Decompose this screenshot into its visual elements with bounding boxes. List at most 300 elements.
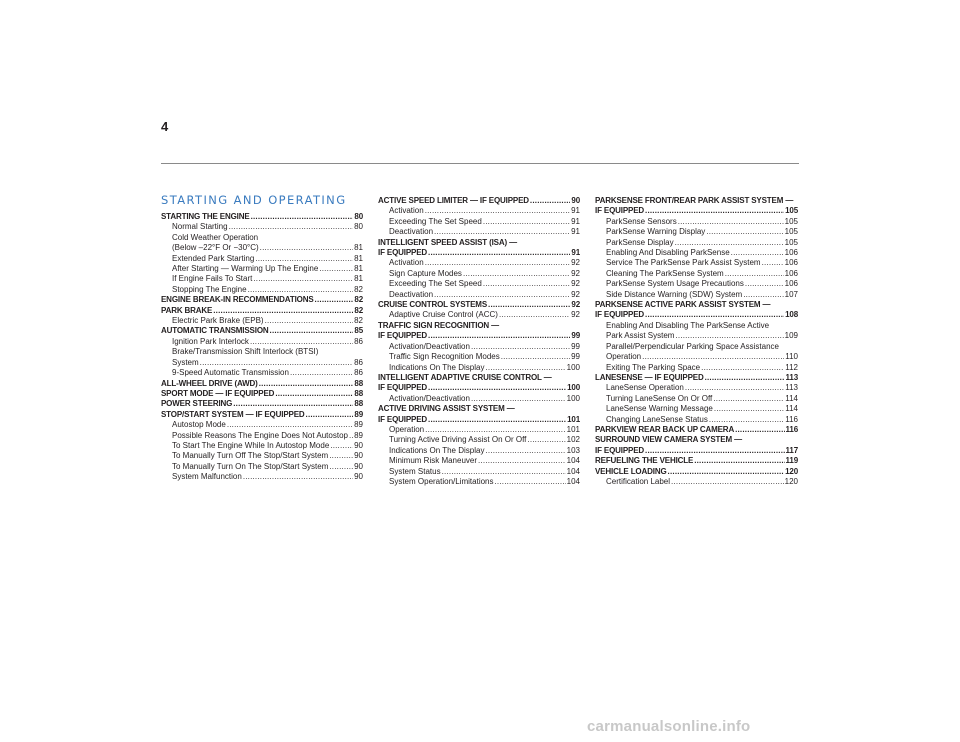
toc-dot-leader <box>253 274 353 284</box>
toc-dot-leader <box>428 248 570 258</box>
toc-dot-leader <box>471 342 570 352</box>
toc-dot-leader <box>349 431 353 441</box>
toc-dot-leader <box>270 326 354 336</box>
toc-entry-title: Adaptive Cruise Control (ACC) <box>389 310 498 320</box>
toc-page-number: 81 <box>354 274 363 284</box>
toc-entry-title: ParkSense System Usage Precautions <box>606 279 744 289</box>
toc-subentry[interactable] <box>595 363 798 373</box>
toc-column-1 <box>161 212 363 483</box>
toc-page-number: 91 <box>571 216 580 226</box>
toc-subentry[interactable] <box>595 415 798 425</box>
toc-entry-title: CRUISE CONTROL SYSTEMS <box>378 300 488 310</box>
toc-subentry[interactable] <box>378 258 580 268</box>
toc-page-number: 99 <box>571 341 580 351</box>
toc-dot-leader <box>471 394 566 404</box>
toc-entry-title: Activation/Deactivation <box>389 393 470 403</box>
toc-page-number: 99 <box>571 352 580 362</box>
toc-page-number: 107 <box>784 289 798 299</box>
toc-heading-line: TRAFFIC SIGN RECOGNITION — <box>378 320 499 330</box>
toc-entry-title: STARTING THE ENGINE <box>161 212 250 221</box>
toc-dot-leader <box>227 420 353 430</box>
toc-subentry[interactable] <box>161 431 363 441</box>
toc-dot-leader <box>743 290 783 300</box>
toc-entry-title: PARKVIEW REAR BACK UP CAMERA <box>595 424 735 434</box>
toc-dot-leader <box>701 363 784 373</box>
toc-page-number: 90 <box>354 440 363 450</box>
toc-dot-leader <box>485 446 565 456</box>
toc-page-number: 82 <box>354 305 363 315</box>
toc-page-number: 108 <box>785 310 798 320</box>
toc-column-2 <box>378 196 580 487</box>
toc-entry-title: IF EQUIPPED <box>378 331 428 341</box>
toc-page-number: 101 <box>567 414 580 424</box>
toc-heading-entry[interactable] <box>595 446 798 456</box>
toc-subentry-line: Brake/Transmission Shift Interlock (BTSI) <box>172 347 319 357</box>
toc-entry-title: IF EQUIPPED <box>595 445 645 455</box>
toc-entry-title: ParkSense Warning Display <box>606 227 706 237</box>
toc-subentry[interactable] <box>595 290 798 300</box>
toc-page-number: 81 <box>354 243 363 253</box>
toc-page-number: 86 <box>354 357 363 367</box>
toc-entry-title: IF EQUIPPED <box>378 414 428 424</box>
toc-subentry[interactable] <box>161 337 363 347</box>
toc-page-number: 105 <box>784 227 798 237</box>
toc-entry-title: Park Assist System <box>606 331 675 341</box>
toc-subentry[interactable] <box>595 404 798 414</box>
toc-entry-title: System <box>172 357 199 367</box>
toc-subentry[interactable] <box>378 446 580 456</box>
toc-subentry[interactable] <box>161 264 363 274</box>
toc-heading-line: PARKSENSE FRONT/REAR PARK ASSIST SYSTEM — <box>595 196 794 205</box>
toc-entry-title: Turning LaneSense On Or Off <box>606 393 713 403</box>
toc-dot-leader <box>694 456 784 466</box>
toc-dot-leader <box>200 358 353 368</box>
toc-subentry[interactable] <box>595 238 798 248</box>
toc-dot-leader <box>485 363 565 373</box>
toc-heading-entry[interactable] <box>161 410 363 420</box>
toc-subentry[interactable] <box>161 420 363 430</box>
toc-page-number: 119 <box>785 456 798 466</box>
toc-subentry[interactable] <box>378 227 580 237</box>
toc-entry-title: System Status <box>389 466 441 476</box>
toc-dot-leader <box>488 300 570 310</box>
toc-page-number: 114 <box>785 404 798 414</box>
toc-entry-title: After Starting — Warming Up The Engine <box>172 264 319 274</box>
toc-subentry[interactable] <box>378 310 580 320</box>
toc-dot-leader <box>428 331 570 341</box>
toc-subentry[interactable] <box>161 222 363 232</box>
toc-entry-title: LANESENSE — IF EQUIPPED <box>595 372 704 382</box>
toc-page-number: 81 <box>354 264 363 274</box>
toc-page-number: 116 <box>785 414 798 424</box>
toc-dot-leader <box>501 352 570 362</box>
toc-page-number: 91 <box>571 227 580 237</box>
section-title: STARTING AND OPERATING <box>161 193 347 207</box>
toc-page-number: 91 <box>571 248 580 258</box>
toc-page-number: 104 <box>566 476 580 486</box>
toc-page-number: 81 <box>354 253 363 263</box>
toc-dot-leader <box>330 441 353 451</box>
toc-heading-entry[interactable] <box>595 206 798 216</box>
toc-entry-title: System Operation/Limitations <box>389 476 494 486</box>
toc-heading-entry[interactable] <box>161 295 363 305</box>
toc-subentry[interactable] <box>161 462 363 472</box>
toc-subentry[interactable] <box>595 352 798 362</box>
toc-entry-title: Activation/Deactivation <box>389 341 470 351</box>
toc-entry-title: PARK BRAKE <box>161 305 213 315</box>
toc-entry-title: Exceeding The Set Speed <box>389 279 482 289</box>
toc-entry-title: Turning Active Driving Assist On Or Off <box>389 435 527 445</box>
toc-heading-entry[interactable] <box>595 373 798 383</box>
toc-entry-title: IF EQUIPPED <box>378 383 428 393</box>
toc-entry-title: Exiting The Parking Space <box>606 362 701 372</box>
toc-dot-leader <box>706 227 783 237</box>
toc-heading-entry[interactable] <box>161 379 363 389</box>
toc-page-number: 86 <box>354 336 363 346</box>
toc-entry-title: Side Distance Warning (SDW) System <box>606 289 743 299</box>
toc-page-number: 105 <box>785 206 798 216</box>
toc-entry-title: Enabling And Disabling ParkSense <box>606 248 730 258</box>
toc-dot-leader <box>645 206 784 216</box>
toc-entry-title: ACTIVE SPEED LIMITER — IF EQUIPPED <box>378 196 529 205</box>
toc-page-number: 103 <box>566 445 580 455</box>
toc-page-number: 90 <box>354 461 363 471</box>
toc-heading-entry[interactable] <box>378 300 580 310</box>
toc-page-number: 92 <box>571 289 580 299</box>
toc-page-number: 110 <box>785 352 798 362</box>
toc-entry-title: To Manually Turn On The Stop/Start System <box>172 461 329 471</box>
toc-entry-title: REFUELING THE VEHICLE <box>595 456 694 466</box>
toc-subentry[interactable] <box>595 269 798 279</box>
toc-dot-leader <box>675 331 783 341</box>
toc-entry-title: Service The ParkSense Park Assist System <box>606 258 761 268</box>
toc-entry-title: IF EQUIPPED <box>595 310 645 320</box>
toc-entry-title: To Start The Engine While In Autostop Mode <box>172 440 330 450</box>
toc-dot-leader <box>428 415 566 425</box>
toc-entry-title: IF EQUIPPED <box>378 248 428 258</box>
toc-entry-title: VEHICLE LOADING <box>595 466 667 476</box>
toc-entry-title: Deactivation <box>389 227 434 237</box>
toc-subentry[interactable] <box>378 217 580 227</box>
toc-dot-leader <box>678 217 784 227</box>
toc-entry-title: Minimum Risk Maneuver <box>389 456 478 466</box>
toc-entry-title: Normal Starting <box>172 222 228 232</box>
toc-dot-leader <box>668 467 785 477</box>
toc-page-number: 90 <box>571 196 580 205</box>
page-number: 4 <box>161 119 169 134</box>
toc-entry-title: SPORT MODE — IF EQUIPPED <box>161 388 275 398</box>
toc-heading-entry[interactable] <box>161 389 363 399</box>
toc-page-number: 101 <box>566 424 580 434</box>
toc-subentry[interactable] <box>161 441 363 451</box>
toc-page-number: 89 <box>354 430 363 440</box>
toc-subentry[interactable] <box>378 342 580 352</box>
toc-dot-leader <box>290 368 353 378</box>
toc-page-number: 99 <box>571 331 580 341</box>
toc-entry-title: Possible Reasons The Engine Does Not Autostop <box>172 430 348 440</box>
toc-entry-title: Ignition Park Interlock <box>172 336 249 346</box>
toc-entry-title: Certification Label <box>606 476 671 486</box>
toc-entry-title: Exceeding The Set Speed <box>389 216 482 226</box>
toc-dot-leader <box>675 238 784 248</box>
toc-dot-leader <box>483 279 570 289</box>
toc-subentry[interactable] <box>378 394 580 404</box>
toc-dot-leader <box>705 373 785 383</box>
toc-dot-leader <box>530 196 570 206</box>
header-rule <box>161 163 799 164</box>
toc-entry-title: Cleaning The ParkSense System <box>606 268 724 278</box>
toc-page-number: 114 <box>785 393 798 403</box>
toc-page-number: 104 <box>566 456 580 466</box>
toc-entry-title: Indications On The Display <box>389 362 485 372</box>
toc-subentry[interactable] <box>595 258 798 268</box>
toc-entry-title: POWER STEERING <box>161 399 233 409</box>
toc-entry-title: Traffic Sign Recognition Modes <box>389 352 500 362</box>
toc-page-number: 116 <box>785 424 798 434</box>
toc-page-number: 113 <box>785 372 798 382</box>
toc-page-number: 104 <box>566 466 580 476</box>
toc-entry-title: Stopping The Engine <box>172 284 247 294</box>
toc-entry-title: Operation <box>606 352 642 362</box>
toc-subentry[interactable] <box>161 358 363 368</box>
toc-dot-leader <box>255 254 353 264</box>
toc-page-number: 88 <box>354 399 363 409</box>
toc-page-number: 120 <box>784 476 798 486</box>
toc-subentry[interactable] <box>378 456 580 466</box>
toc-page-number: 105 <box>784 237 798 247</box>
toc-page-number: 82 <box>354 284 363 294</box>
toc-dot-leader <box>243 472 353 482</box>
toc-subentry[interactable] <box>378 290 580 300</box>
toc-column-3 <box>595 196 798 487</box>
toc-page-number: 82 <box>354 316 363 326</box>
toc-subentry[interactable] <box>595 331 798 341</box>
toc-dot-leader <box>735 425 784 435</box>
toc-heading-entry[interactable] <box>161 399 363 409</box>
toc-subentry[interactable] <box>378 352 580 362</box>
toc-heading-entry[interactable] <box>378 248 580 258</box>
toc-dot-leader <box>685 383 784 393</box>
toc-page-number: 112 <box>785 362 798 372</box>
toc-heading-entry[interactable] <box>378 415 580 425</box>
toc-dot-leader <box>709 415 784 425</box>
toc-subentry[interactable] <box>378 363 580 373</box>
toc-entry-title: To Manually Turn Off The Stop/Start System <box>172 451 329 461</box>
toc-entry-title: ENGINE BREAK-IN RECOMMENDATIONS <box>161 295 314 305</box>
toc-dot-leader <box>442 467 566 477</box>
toc-page-number: 100 <box>566 362 580 372</box>
toc-entry-title: If Engine Fails To Start <box>172 274 253 284</box>
toc-heading-entry[interactable] <box>595 467 798 477</box>
toc-entry-title: 9-Speed Automatic Transmission <box>172 368 289 378</box>
toc-dot-leader <box>762 258 784 268</box>
toc-dot-leader <box>725 269 784 279</box>
toc-entry-title: Operation <box>389 424 425 434</box>
toc-dot-leader <box>319 264 353 274</box>
toc-subentry[interactable] <box>595 248 798 258</box>
toc-entry-title: AUTOMATIC TRANSMISSION <box>161 326 269 336</box>
toc-page-number: 109 <box>784 331 798 341</box>
toc-heading-entry[interactable] <box>378 331 580 341</box>
toc-dot-leader <box>671 477 784 487</box>
toc-heading-line: SURROUND VIEW CAMERA SYSTEM — <box>595 435 742 445</box>
toc-subentry[interactable] <box>378 435 580 445</box>
toc-subentry[interactable] <box>161 285 363 295</box>
toc-entry-title: ALL-WHEEL DRIVE (AWD) <box>161 378 258 388</box>
toc-dot-leader <box>425 258 570 268</box>
toc-entry-title: Deactivation <box>389 289 434 299</box>
toc-entry-title: Sign Capture Modes <box>389 268 462 278</box>
toc-page-number: 92 <box>571 279 580 289</box>
toc-entry-title: Electric Park Brake (EPB) <box>172 316 264 326</box>
toc-page-number: 102 <box>566 435 580 445</box>
toc-page-number: 106 <box>784 258 798 268</box>
toc-dot-leader <box>434 227 570 237</box>
toc-dot-leader <box>745 279 784 289</box>
toc-page-number: 88 <box>354 388 363 398</box>
toc-page-number: 106 <box>784 248 798 258</box>
toc-page-number: 82 <box>354 295 363 305</box>
toc-entry-title: Activation <box>389 206 424 216</box>
toc-page-number: 90 <box>354 451 363 461</box>
toc-heading-line: INTELLIGENT ADAPTIVE CRUISE CONTROL — <box>378 372 552 382</box>
toc-page-number: 92 <box>571 258 580 268</box>
toc-page-number: 105 <box>784 216 798 226</box>
toc-heading-entry[interactable] <box>378 383 580 393</box>
watermark-logo: carmanualsonline.info <box>587 718 751 735</box>
toc-dot-leader <box>645 446 785 456</box>
toc-subentry[interactable] <box>595 279 798 289</box>
toc-entry-title: ParkSense Sensors <box>606 216 677 226</box>
toc-page-number: 80 <box>354 222 363 232</box>
toc-dot-leader <box>251 212 354 222</box>
toc-page-number: 92 <box>571 300 580 310</box>
toc-heading-entry[interactable] <box>161 212 363 222</box>
toc-dot-leader <box>260 243 353 253</box>
toc-entry-title: Autostop Mode <box>172 420 226 430</box>
toc-subentry[interactable] <box>378 279 580 289</box>
toc-dot-leader <box>213 306 353 316</box>
toc-subentry[interactable] <box>595 227 798 237</box>
toc-page-number: 92 <box>571 310 580 320</box>
toc-entry-title: IF EQUIPPED <box>595 206 645 216</box>
toc-dot-leader <box>483 217 570 227</box>
toc-page-number: 86 <box>354 368 363 378</box>
toc-dot-leader <box>642 352 784 362</box>
toc-dot-leader <box>275 389 353 399</box>
toc-entry-title: LaneSense Warning Message <box>606 404 713 414</box>
toc-heading-entry[interactable] <box>378 196 580 206</box>
toc-subentry[interactable] <box>161 368 363 378</box>
toc-dot-leader <box>425 425 566 435</box>
toc-heading-line: ACTIVE DRIVING ASSIST SYSTEM — <box>378 404 515 414</box>
toc-page-number: 113 <box>785 383 798 393</box>
toc-dot-leader <box>434 290 570 300</box>
toc-dot-leader <box>248 285 354 295</box>
toc-heading-entry[interactable] <box>595 456 798 466</box>
toc-dot-leader <box>499 310 570 320</box>
toc-dot-leader <box>495 477 566 487</box>
toc-page-number: 106 <box>784 279 798 289</box>
toc-dot-leader <box>731 248 784 258</box>
toc-entry-title: Extended Park Starting <box>172 253 255 263</box>
toc-dot-leader <box>265 316 354 326</box>
toc-page-number: 91 <box>571 206 580 216</box>
toc-dot-leader <box>713 394 784 404</box>
toc-page-number: 88 <box>354 378 363 388</box>
toc-dot-leader <box>329 451 353 461</box>
toc-heading-entry[interactable] <box>595 310 798 320</box>
toc-subentry[interactable] <box>378 269 580 279</box>
toc-subentry[interactable] <box>161 472 363 482</box>
toc-heading-entry[interactable] <box>161 326 363 336</box>
toc-subentry[interactable] <box>378 477 580 487</box>
toc-entry-title: ParkSense Display <box>606 237 674 247</box>
toc-page-number: 90 <box>354 472 363 482</box>
toc-subentry[interactable] <box>378 425 580 435</box>
toc-entry-title: STOP/START SYSTEM — IF EQUIPPED <box>161 409 305 419</box>
toc-page-number: 117 <box>785 445 798 455</box>
toc-subentry[interactable] <box>161 316 363 326</box>
toc-subentry-line: Enabling And Disabling The ParkSense Active <box>606 320 770 330</box>
toc-page-number: 120 <box>785 466 798 476</box>
toc-dot-leader <box>306 410 354 420</box>
toc-entry-title: System Malfunction <box>172 472 242 482</box>
toc-dot-leader <box>645 310 784 320</box>
toc-subentry[interactable] <box>595 217 798 227</box>
toc-entry-title: Indications On The Display <box>389 445 485 455</box>
toc-subentry[interactable] <box>161 254 363 264</box>
toc-dot-leader <box>315 295 354 305</box>
toc-page-number: 100 <box>566 393 580 403</box>
toc-entry-title: Activation <box>389 258 424 268</box>
toc-heading-entry[interactable] <box>595 425 798 435</box>
toc-subentry[interactable] <box>378 467 580 477</box>
toc-dot-leader <box>233 399 353 409</box>
toc-subentry[interactable] <box>161 451 363 461</box>
toc-page-number: 106 <box>784 268 798 278</box>
toc-subentry-line: Parallel/Perpendicular Parking Space Assistance <box>606 341 779 351</box>
toc-heading-line: PARKSENSE ACTIVE PARK ASSIST SYSTEM — <box>595 300 771 310</box>
toc-entry-title: (Below –22°F Or −30°C) <box>172 243 259 253</box>
toc-subentry[interactable] <box>161 243 363 253</box>
toc-dot-leader <box>478 456 566 466</box>
toc-dot-leader <box>229 222 354 232</box>
toc-page-number: 92 <box>571 268 580 278</box>
toc-dot-leader <box>714 404 784 414</box>
toc-dot-leader <box>428 383 566 393</box>
toc-dot-leader <box>259 379 354 389</box>
toc-subentry[interactable] <box>595 477 798 487</box>
toc-dot-leader <box>425 206 570 216</box>
toc-heading-line: INTELLIGENT SPEED ASSIST (ISA) — <box>378 237 517 247</box>
toc-page-number: 80 <box>354 212 363 221</box>
toc-subentry[interactable] <box>161 274 363 284</box>
toc-page-number: 100 <box>567 383 580 393</box>
toc-page-number: 89 <box>354 420 363 430</box>
toc-dot-leader <box>463 269 570 279</box>
toc-entry-title: LaneSense Operation <box>606 383 684 393</box>
toc-heading-entry[interactable] <box>161 306 363 316</box>
toc-subentry[interactable] <box>595 394 798 404</box>
toc-subentry-line: Cold Weather Operation <box>172 232 259 242</box>
toc-subentry[interactable] <box>378 206 580 216</box>
toc-subentry[interactable] <box>595 383 798 393</box>
toc-dot-leader <box>250 337 353 347</box>
toc-page-number: 89 <box>354 409 363 419</box>
toc-dot-leader <box>329 462 353 472</box>
toc-page-number: 85 <box>354 326 363 336</box>
